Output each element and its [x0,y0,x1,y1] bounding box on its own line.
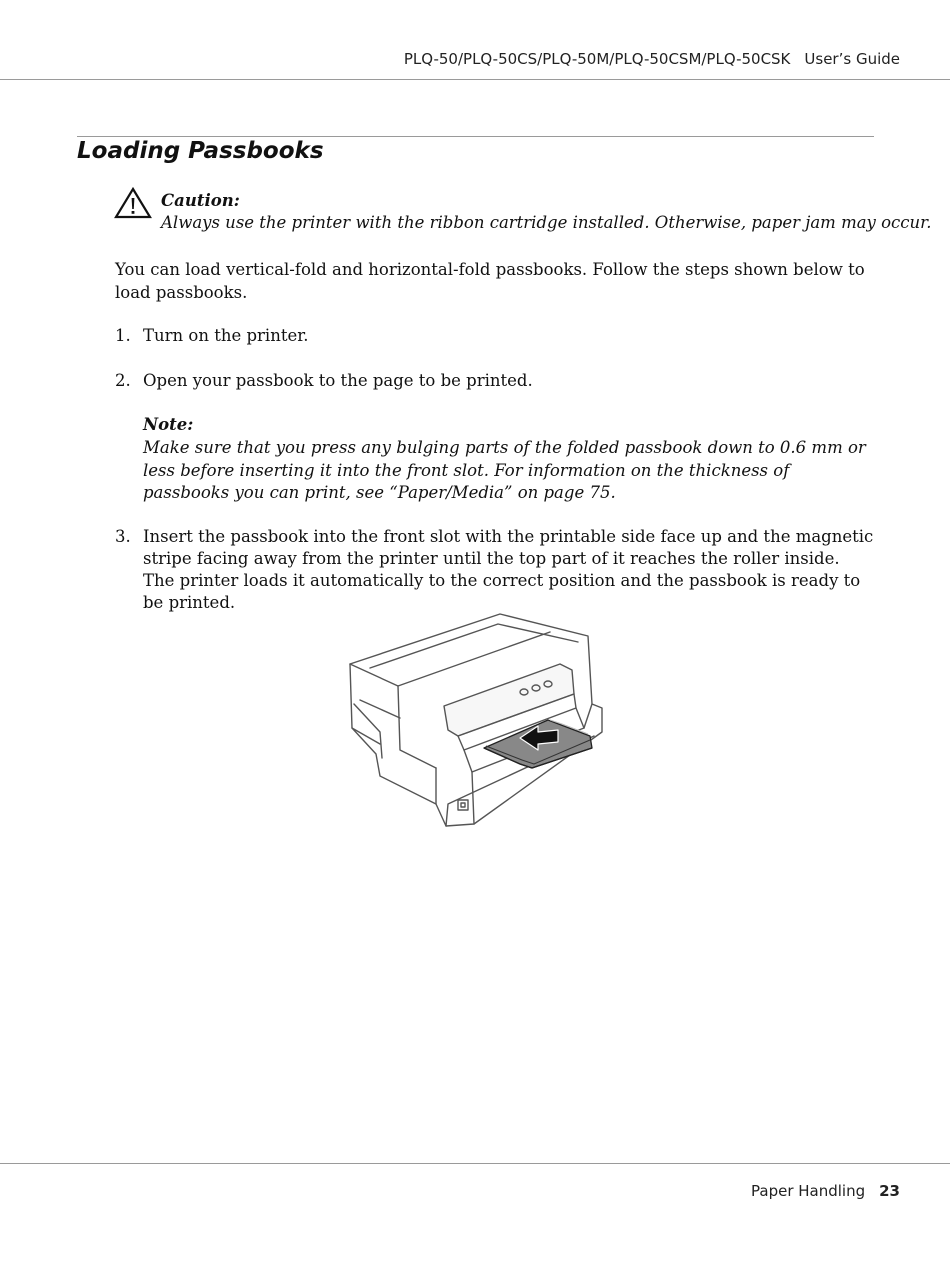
running-footer [751,1182,900,1200]
header-guide-title: User’s Guide [804,50,900,68]
caution-label: Caution: [161,191,240,210]
step-text: Insert the passbook into the front slot with the printable side face up and the magnetic stripe facing away from the printer until the top part of it reaches the roller inside. The printer loads it automatically to the correct position and the passbook is ready to be printed. [143,527,874,612]
caution-text: Always use the printer with the ribbon cartridge installed. Otherwise, paper jam may occur. [161,213,932,232]
header-rule [0,79,950,80]
step-number: 2. [115,371,131,390]
section-title: Loading Passbooks [77,138,324,164]
running-header [404,50,900,68]
page-number: 23 [879,1182,900,1200]
printer-loading-passbook-illustration [340,608,610,834]
note-text: Make sure that you press any bulging parts of the folded passbook down to 0.6 mm or less before inserting it into the front slot. For information on the thickness of passbooks you can print, see “Paper/Media” on page 75. [143,438,866,502]
section-rule [77,136,874,137]
step-text: Turn on the printer. [143,326,309,345]
intro-paragraph: You can load vertical-fold and horizontal-fold passbooks. Follow the steps shown below to load passbooks. [115,260,865,302]
step-number: 1. [115,326,131,345]
footer-rule [0,1163,950,1164]
header-models: PLQ-50/PLQ-50CS/PLQ-50M/PLQ-50CSM/PLQ-50CSK [403,50,791,68]
note-label: Note: [143,415,194,434]
warning-triangle-icon [114,187,152,219]
step-number: 3. [115,527,131,546]
step-text: Open your passbook to the page to be printed. [143,371,533,390]
footer-section: Paper Handling [751,1182,866,1200]
